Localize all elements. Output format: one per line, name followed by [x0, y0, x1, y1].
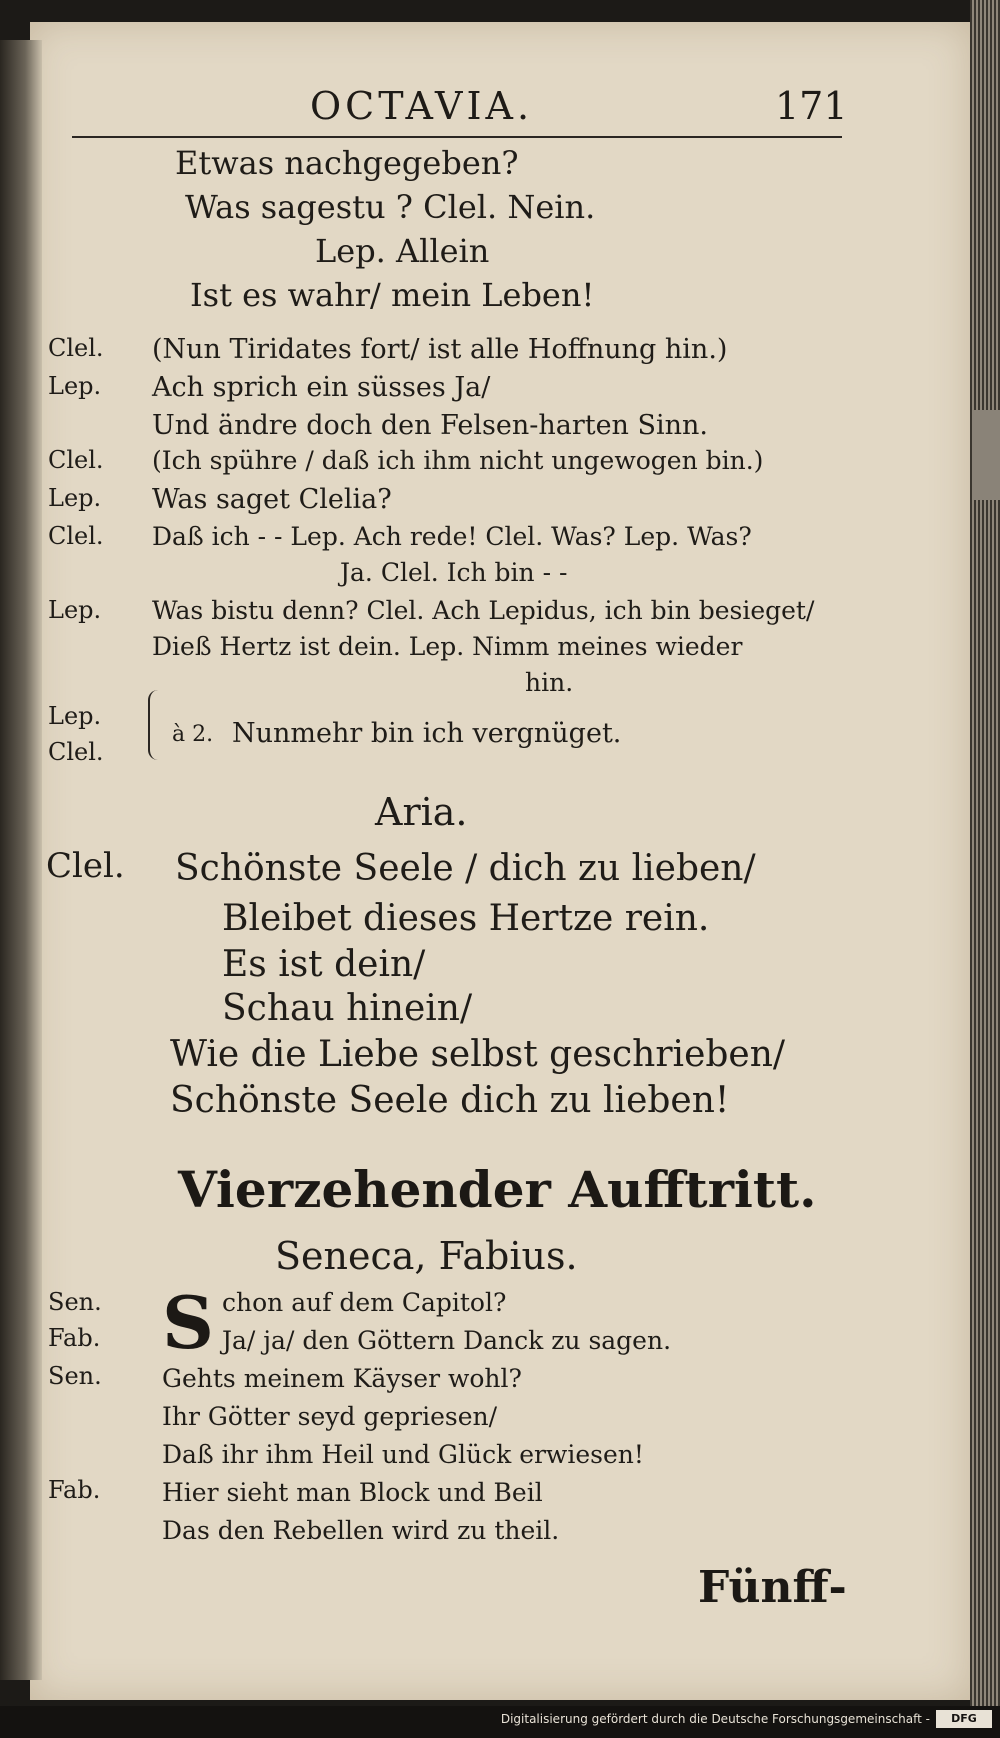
dialogue-line: Etwas nachgegeben?	[175, 144, 519, 182]
drop-capital: S	[162, 1280, 214, 1365]
dialogue-line: Was bistu denn? Clel. Ach Lepidus, ich bin besieget/	[152, 596, 815, 625]
aria-heading: Aria.	[375, 790, 468, 834]
duet-speaker: Clel.	[48, 738, 104, 766]
dialogue-line: (Ich spühre / daß ich ihm nicht ungewogen bin.)	[152, 446, 764, 475]
aria-line: Wie die Liebe selbst geschrieben/	[170, 1034, 786, 1075]
catchword: Fünff-	[698, 1562, 847, 1613]
speaker-label: Lep.	[48, 484, 102, 512]
dialogue-line: Daß ihr ihm Heil und Glück erwiesen!	[162, 1440, 644, 1469]
dialogue-line: Und ändre doch den Felsen-harten Sinn.	[152, 410, 709, 441]
dialogue-line: Ja/ ja/ den Göttern Danck zu sagen.	[222, 1326, 672, 1355]
dialogue-line: Gehts meinem Käyser wohl?	[162, 1364, 522, 1393]
speaker-label: Fab.	[48, 1476, 101, 1504]
dialogue-line: Ist es wahr/ mein Leben!	[190, 276, 595, 314]
speaker-label: Lep.	[48, 596, 102, 624]
aria-line: Bleibet dieses Hertze rein.	[222, 898, 710, 939]
speaker-label: Clel.	[48, 522, 104, 550]
scene-characters: Seneca, Fabius.	[275, 1234, 578, 1278]
speaker-label: Fab.	[48, 1324, 101, 1352]
dialogue-line: Lep. Allein	[315, 232, 490, 270]
dialogue-line: Daß ich - - Lep. Ach rede! Clel. Was? Lep. Was?	[152, 522, 752, 551]
dialogue-line: Ach sprich ein süsses Ja/	[152, 372, 491, 403]
speaker-label: Clel.	[48, 334, 104, 362]
head-rule	[72, 136, 842, 138]
facing-page-edge	[0, 40, 42, 1680]
page-edges	[970, 0, 1000, 1738]
dialogue-line: Dieß Hertz ist dein. Lep. Nimm meines wieder	[152, 632, 743, 661]
dialogue-line: Was sagestu ? Clel. Nein.	[185, 188, 596, 226]
aria-line: Schönste Seele dich zu lieben!	[170, 1080, 730, 1121]
speaker-label: Lep.	[48, 372, 102, 400]
dialogue-line: Was saget Clelia?	[152, 484, 392, 515]
speaker-label: Sen.	[48, 1288, 102, 1316]
dialogue-line: Ihr Götter seyd gepriesen/	[162, 1402, 498, 1431]
dialogue-line: Das den Rebellen wird zu theil.	[162, 1516, 560, 1545]
page-tab	[972, 410, 1000, 500]
footer-credit: Digitalisierung gefördert durch die Deutsche Forschungsgemeinschaft -	[500, 1712, 930, 1726]
duet-marker: à 2.	[172, 722, 214, 747]
scene-title: Vierzehender Aufftritt.	[178, 1160, 817, 1219]
dialogue-line: hin.	[525, 668, 574, 697]
dialogue-line: (Nun Tiridates fort/ ist alle Hoffnung hin.)	[152, 334, 728, 365]
duet-line: Nunmehr bin ich vergnüget.	[232, 718, 622, 749]
dialogue-line: chon auf dem Capitol?	[222, 1288, 507, 1317]
aria-line: Schönste Seele / dich zu lieben/	[175, 848, 756, 889]
dialogue-line: Hier sieht man Block und Beil	[162, 1478, 543, 1507]
aria-line: Es ist dein/	[222, 944, 426, 985]
dialogue-line: Ja. Clel. Ich bin - -	[340, 558, 568, 587]
aria-line: Schau hinein/	[222, 988, 473, 1029]
duet-brace	[148, 690, 164, 760]
speaker-label: Clel.	[48, 446, 104, 474]
speaker-label: Sen.	[48, 1362, 102, 1390]
dfg-logo: DFG	[936, 1710, 992, 1728]
aria-speaker: Clel.	[46, 846, 125, 886]
page-number: 171	[775, 84, 848, 128]
duet-speaker: Lep.	[48, 702, 102, 730]
running-head: OCTAVIA.	[310, 84, 534, 128]
